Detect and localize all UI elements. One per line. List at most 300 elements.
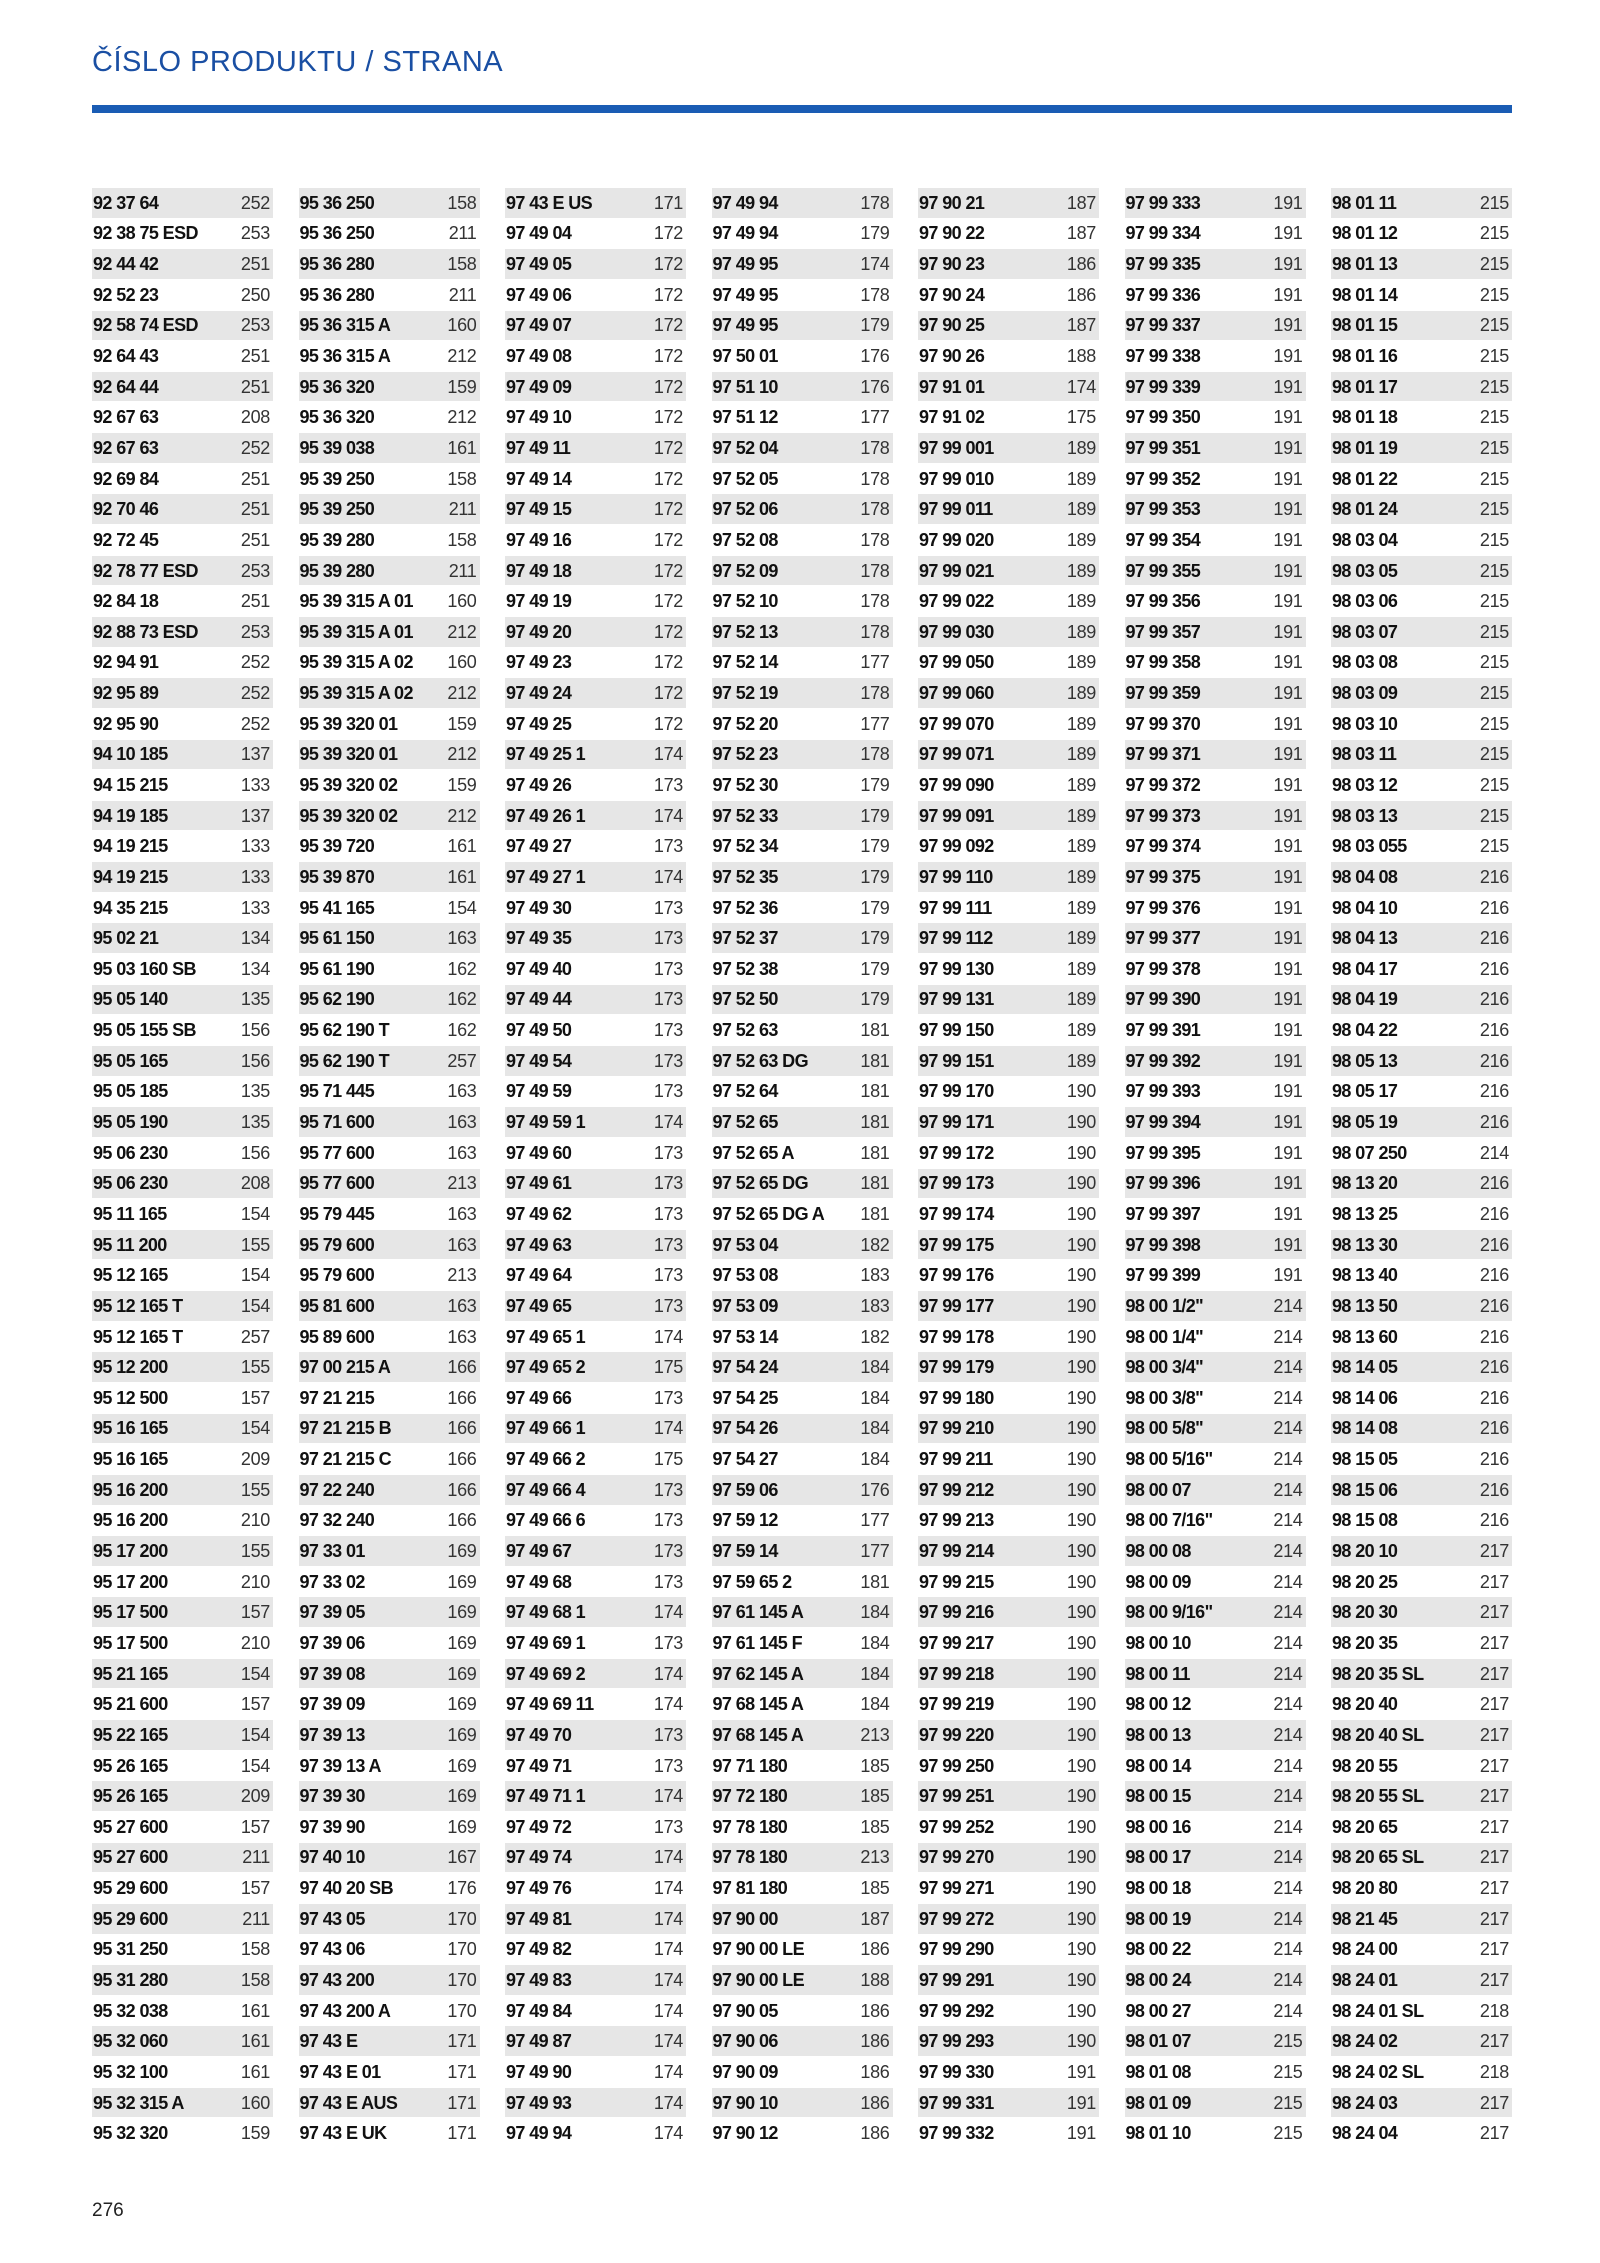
page-reference: 179	[860, 958, 890, 979]
page-reference: 172	[653, 621, 683, 642]
page-reference: 155	[240, 1479, 270, 1500]
page-reference: 184	[860, 1694, 890, 1715]
page-reference: 190	[1066, 1418, 1096, 1439]
page-reference: 184	[860, 1663, 890, 1684]
index-row	[92, 372, 273, 403]
index-row	[1125, 1597, 1306, 1628]
product-number: 92 67 63	[93, 437, 159, 458]
product-number: 98 13 20	[1332, 1173, 1398, 1194]
index-row	[505, 2088, 686, 2119]
page-reference: 191	[1273, 958, 1303, 979]
index-row	[712, 1965, 893, 1996]
page-reference: 173	[653, 1510, 683, 1531]
page-reference: 172	[653, 560, 683, 581]
product-number: 98 03 06	[1332, 591, 1398, 612]
page-reference: 214	[1273, 1694, 1303, 1715]
page-reference: 170	[447, 2000, 477, 2021]
index-row	[299, 188, 480, 219]
index-row	[92, 923, 273, 954]
page-reference: 137	[240, 744, 270, 765]
product-number: 97 59 12	[712, 1510, 778, 1531]
page-reference: 134	[240, 958, 270, 979]
index-row	[505, 648, 686, 679]
index-row	[299, 954, 480, 985]
product-number: 98 01 22	[1332, 468, 1398, 489]
page-reference: 173	[653, 958, 683, 979]
product-number: 97 43 200 A	[299, 2000, 391, 2021]
page-reference: 173	[653, 836, 683, 857]
index-row	[918, 1444, 1099, 1475]
index-row	[1125, 1720, 1306, 1751]
index-row	[712, 648, 893, 679]
index-row	[1125, 1904, 1306, 1935]
page-reference: 179	[860, 223, 890, 244]
page-reference: 190	[1066, 1602, 1096, 1623]
product-number: 97 99 272	[919, 1908, 994, 1929]
product-number: 97 99 290	[919, 1939, 994, 1960]
page-reference: 214	[1273, 1755, 1303, 1776]
index-row	[1125, 464, 1306, 495]
index-row	[712, 1628, 893, 1659]
index-row	[1331, 1965, 1512, 1996]
product-number: 98 20 65	[1332, 1816, 1398, 1837]
product-number: 97 49 08	[506, 346, 572, 367]
index-row	[505, 586, 686, 617]
product-number: 97 49 66	[506, 1387, 572, 1408]
page-reference: 179	[860, 836, 890, 857]
product-number: 97 99 176	[919, 1265, 994, 1286]
product-number: 97 52 05	[712, 468, 778, 489]
index-row	[505, 1843, 686, 1874]
index-row	[299, 311, 480, 342]
index-row	[712, 586, 893, 617]
product-number: 97 39 90	[299, 1816, 365, 1837]
index-row	[1331, 249, 1512, 280]
product-number: 95 05 190	[93, 1112, 168, 1133]
page-reference: 191	[1273, 529, 1303, 550]
page-reference: 169	[447, 1632, 477, 1653]
index-row	[712, 1322, 893, 1353]
index-row	[92, 678, 273, 709]
page-reference: 177	[860, 1541, 890, 1562]
page-reference: 155	[240, 1357, 270, 1378]
page-reference: 191	[1273, 1020, 1303, 1041]
product-number: 95 29 600	[93, 1878, 168, 1899]
product-number: 98 00 15	[1125, 1786, 1191, 1807]
product-number: 97 99 332	[919, 2123, 994, 2144]
page-reference: 172	[653, 284, 683, 305]
page-reference: 173	[653, 1234, 683, 1255]
page-reference: 187	[860, 1908, 890, 1929]
page-reference: 191	[1273, 683, 1303, 704]
product-number: 97 99 010	[919, 468, 994, 489]
page-reference: 189	[1066, 652, 1096, 673]
page-reference: 191	[1066, 2123, 1096, 2144]
product-number: 97 43 E UK	[299, 2123, 387, 2144]
page-reference: 190	[1066, 1081, 1096, 1102]
index-row	[918, 1506, 1099, 1537]
product-number: 95 61 190	[299, 958, 375, 979]
index-row	[918, 280, 1099, 311]
page-reference: 189	[1066, 529, 1096, 550]
page-reference: 217	[1479, 1939, 1509, 1960]
product-number: 97 99 218	[919, 1663, 994, 1684]
product-number: 97 52 04	[712, 437, 778, 458]
product-number: 97 99 180	[919, 1387, 994, 1408]
page-reference: 189	[1066, 744, 1096, 765]
product-number: 98 00 19	[1125, 1908, 1191, 1929]
page-reference: 253	[240, 315, 270, 336]
product-number: 95 26 165	[93, 1755, 168, 1776]
page-reference: 190	[1066, 1632, 1096, 1653]
index-row	[92, 525, 273, 556]
page-reference: 174	[653, 2092, 683, 2113]
index-row	[712, 740, 893, 771]
index-row	[505, 801, 686, 832]
index-row	[1125, 893, 1306, 924]
product-number: 97 52 65 DG	[712, 1173, 808, 1194]
page-reference: 174	[653, 1786, 683, 1807]
index-row	[299, 1720, 480, 1751]
index-row	[299, 1414, 480, 1445]
product-number: 94 35 215	[93, 897, 168, 918]
index-row	[1331, 1077, 1512, 1108]
product-number: 97 99 219	[919, 1694, 994, 1715]
page-reference: 191	[1273, 866, 1303, 887]
index-row	[299, 372, 480, 403]
page-reference: 190	[1066, 1541, 1096, 1562]
index-row	[1331, 1628, 1512, 1659]
product-number: 97 71 180	[712, 1755, 788, 1776]
index-row	[92, 1935, 273, 1966]
product-number: 97 49 35	[506, 928, 572, 949]
product-number: 97 99 210	[919, 1418, 994, 1439]
product-number: 95 16 200	[93, 1479, 168, 1500]
product-number: 97 49 44	[506, 989, 572, 1010]
index-row	[299, 831, 480, 862]
product-number: 98 00 5/16"	[1125, 1449, 1213, 1470]
page-reference: 190	[1066, 1969, 1096, 1990]
product-number: 98 13 25	[1332, 1203, 1398, 1224]
page-reference: 215	[1479, 407, 1509, 428]
product-number: 97 49 95	[712, 315, 778, 336]
product-number: 97 49 20	[506, 621, 572, 642]
product-number: 97 99 354	[1125, 529, 1201, 550]
index-row	[505, 1352, 686, 1383]
product-number: 97 90 05	[712, 2000, 778, 2021]
product-number: 95 39 315 A 02	[299, 652, 413, 673]
index-row	[918, 525, 1099, 556]
page-reference: 172	[653, 468, 683, 489]
product-number: 97 99 336	[1125, 284, 1201, 305]
product-number: 95 32 320	[93, 2123, 168, 2144]
page-reference: 191	[1273, 284, 1303, 305]
index-row	[299, 1138, 480, 1169]
page-reference: 174	[653, 1418, 683, 1439]
page-title: ČÍSLO PRODUKTU / STRANA	[92, 46, 504, 78]
page-reference: 178	[860, 621, 890, 642]
page-reference: 157	[240, 1602, 270, 1623]
product-number: 98 01 13	[1332, 254, 1398, 275]
product-number: 97 43 E AUS	[299, 2092, 398, 2113]
product-number: 95 36 320	[299, 407, 375, 428]
page-reference: 137	[240, 805, 270, 826]
index-row	[505, 1077, 686, 1108]
index-row	[712, 1107, 893, 1138]
product-number: 98 03 13	[1332, 805, 1398, 826]
product-number: 98 01 08	[1125, 2061, 1191, 2082]
page-reference: 173	[653, 1020, 683, 1041]
product-number: 98 13 30	[1332, 1234, 1398, 1255]
page-reference: 190	[1066, 1908, 1096, 1929]
page-reference: 252	[240, 713, 270, 734]
product-number: 95 12 165 T	[93, 1295, 183, 1316]
product-number: 95 17 500	[93, 1632, 168, 1653]
page-reference: 215	[1479, 744, 1509, 765]
page-reference: 174	[653, 1908, 683, 1929]
page-reference: 190	[1066, 1755, 1096, 1776]
index-row	[1125, 801, 1306, 832]
product-number: 97 99 112	[919, 928, 993, 949]
product-number: 97 39 06	[299, 1632, 365, 1653]
index-row	[299, 586, 480, 617]
page-reference: 215	[1479, 223, 1509, 244]
product-number: 97 49 27 1	[506, 866, 586, 887]
page-reference: 161	[447, 836, 477, 857]
page-reference: 169	[447, 1602, 477, 1623]
product-number: 97 49 61	[506, 1173, 572, 1194]
page-reference: 190	[1066, 1571, 1096, 1592]
product-number: 95 39 315 A 01	[299, 621, 413, 642]
product-number: 97 99 353	[1125, 499, 1201, 520]
index-row	[712, 1169, 893, 1200]
product-number: 95 17 200	[93, 1571, 168, 1592]
product-number: 97 49 65 2	[506, 1357, 586, 1378]
index-row	[505, 2057, 686, 2088]
page-reference: 191	[1273, 407, 1303, 428]
page-reference: 154	[240, 1663, 270, 1684]
index-row	[299, 1260, 480, 1291]
product-number: 95 05 155 SB	[93, 1020, 196, 1041]
page-reference: 213	[447, 1265, 477, 1286]
page-reference: 191	[1273, 1203, 1303, 1224]
index-row	[299, 985, 480, 1016]
page-reference: 173	[653, 1724, 683, 1745]
index-row	[918, 1260, 1099, 1291]
page-reference: 158	[447, 529, 477, 550]
product-number: 92 95 90	[93, 713, 159, 734]
page-reference: 174	[653, 1602, 683, 1623]
product-number: 97 99 021	[919, 560, 994, 581]
index-row	[92, 1444, 273, 1475]
product-number: 97 39 09	[299, 1694, 365, 1715]
index-row	[712, 923, 893, 954]
product-number: 97 99 216	[919, 1602, 994, 1623]
product-number: 97 53 09	[712, 1295, 778, 1316]
product-number: 95 77 600	[299, 1173, 375, 1194]
index-row	[918, 188, 1099, 219]
index-row	[1331, 1107, 1512, 1138]
index-row	[1125, 1873, 1306, 1904]
page-reference: 176	[860, 346, 890, 367]
product-number: 95 06 230	[93, 1173, 168, 1194]
product-number: 92 84 18	[93, 591, 159, 612]
page-reference: 191	[1273, 1081, 1303, 1102]
product-number: 97 99 292	[919, 2000, 994, 2021]
page-reference: 161	[447, 866, 477, 887]
index-row	[1125, 2088, 1306, 2119]
product-number: 95 32 038	[93, 2000, 168, 2021]
product-number: 97 99 271	[919, 1878, 994, 1899]
page-reference: 190	[1066, 1142, 1096, 1163]
product-number: 95 77 600	[299, 1142, 375, 1163]
index-row	[918, 1230, 1099, 1261]
index-row	[505, 249, 686, 280]
index-row	[712, 1720, 893, 1751]
page-reference: 191	[1273, 223, 1303, 244]
page-reference: 157	[240, 1387, 270, 1408]
index-row	[712, 341, 893, 372]
page-reference: 191	[1273, 315, 1303, 336]
index-row	[712, 1077, 893, 1108]
page-reference: 176	[860, 1479, 890, 1500]
page-reference: 174	[653, 1878, 683, 1899]
product-number: 98 24 01	[1332, 1969, 1398, 1990]
product-number: 97 99 212	[919, 1479, 994, 1500]
page-reference: 215	[1479, 836, 1509, 857]
page-reference: 154	[240, 1203, 270, 1224]
index-row	[299, 1444, 480, 1475]
index-row	[918, 1199, 1099, 1230]
page-reference: 163	[447, 1203, 477, 1224]
index-row	[505, 1720, 686, 1751]
index-row	[918, 709, 1099, 740]
page-reference: 189	[1066, 468, 1096, 489]
product-number: 97 68 145 A	[712, 1694, 804, 1715]
page-reference: 215	[1479, 529, 1509, 550]
index-row	[712, 1996, 893, 2027]
index-row	[1331, 1291, 1512, 1322]
index-row	[92, 831, 273, 862]
page-reference: 215	[1479, 315, 1509, 336]
product-number: 92 70 46	[93, 499, 159, 520]
index-row	[92, 954, 273, 985]
product-number: 97 39 30	[299, 1786, 365, 1807]
index-row	[505, 678, 686, 709]
index-row	[712, 1812, 893, 1843]
page-reference: 163	[447, 1112, 477, 1133]
index-column	[918, 188, 1099, 2149]
product-number: 97 32 240	[299, 1510, 375, 1531]
index-row	[299, 402, 480, 433]
index-row	[299, 801, 480, 832]
page-reference: 251	[240, 346, 270, 367]
index-column	[1125, 188, 1306, 2149]
product-number: 94 19 215	[93, 836, 168, 857]
index-row	[505, 372, 686, 403]
page-reference: 179	[860, 315, 890, 336]
index-row	[299, 433, 480, 464]
page-reference: 174	[653, 1847, 683, 1868]
product-number: 95 39 250	[299, 468, 375, 489]
index-column	[1331, 188, 1512, 2149]
product-number: 98 00 22	[1125, 1939, 1191, 1960]
page-reference: 157	[240, 1878, 270, 1899]
index-row	[1125, 1015, 1306, 1046]
product-number: 97 78 180	[712, 1816, 788, 1837]
product-number: 97 99 334	[1125, 223, 1201, 244]
index-row	[1331, 311, 1512, 342]
product-number: 98 24 01 SL	[1332, 2000, 1424, 2021]
page-reference: 212	[447, 683, 477, 704]
product-number: 97 49 74	[506, 1847, 572, 1868]
index-row	[299, 1230, 480, 1261]
product-number: 98 20 10	[1332, 1541, 1398, 1562]
index-row	[299, 525, 480, 556]
index-row	[299, 1475, 480, 1506]
index-row	[505, 1015, 686, 1046]
page-reference: 171	[447, 2092, 477, 2113]
page-reference: 169	[447, 1663, 477, 1684]
product-number: 97 49 66 4	[506, 1479, 586, 1500]
index-row	[92, 617, 273, 648]
product-number: 97 78 180	[712, 1847, 788, 1868]
product-number: 97 49 62	[506, 1203, 572, 1224]
product-number: 98 13 60	[1332, 1326, 1398, 1347]
product-number: 97 99 372	[1125, 775, 1201, 795]
index-row	[918, 862, 1099, 893]
page-reference: 215	[1479, 468, 1509, 489]
product-number: 97 59 65 2	[712, 1571, 792, 1592]
page-reference: 251	[240, 254, 270, 275]
index-row	[92, 311, 273, 342]
index-row	[505, 770, 686, 801]
product-number: 95 17 200	[93, 1541, 168, 1562]
product-number: 98 20 40	[1332, 1694, 1398, 1715]
index-row	[505, 280, 686, 311]
product-number: 92 37 64	[93, 192, 159, 213]
product-number: 97 59 06	[712, 1479, 778, 1500]
page-reference: 186	[1066, 254, 1096, 275]
page-reference: 185	[860, 1878, 890, 1899]
page-reference: 187	[1066, 192, 1096, 213]
index-row	[1331, 2088, 1512, 2119]
product-number: 97 49 95	[712, 284, 778, 305]
product-number: 98 01 19	[1332, 437, 1398, 458]
product-number: 97 90 12	[712, 2123, 778, 2144]
index-row	[505, 1689, 686, 1720]
product-number: 92 95 89	[93, 683, 159, 704]
product-number: 97 99 177	[919, 1295, 994, 1316]
index-row	[1125, 954, 1306, 985]
index-row	[92, 1383, 273, 1414]
index-row	[92, 1352, 273, 1383]
product-number: 97 53 08	[712, 1265, 778, 1286]
index-row	[1125, 1628, 1306, 1659]
page-reference: 162	[447, 958, 477, 979]
page-reference: 217	[1479, 1724, 1509, 1745]
index-row	[1125, 1230, 1306, 1261]
page-reference: 211	[448, 499, 477, 520]
product-number: 97 49 16	[506, 529, 572, 550]
product-number: 97 52 35	[712, 866, 778, 887]
page-reference: 211	[242, 1847, 270, 1868]
page-reference: 191	[1273, 805, 1303, 826]
product-number: 97 99 339	[1125, 376, 1201, 397]
page-reference: 215	[1479, 652, 1509, 673]
page-reference: 215	[1273, 2061, 1303, 2082]
index-row	[1331, 1322, 1512, 1353]
